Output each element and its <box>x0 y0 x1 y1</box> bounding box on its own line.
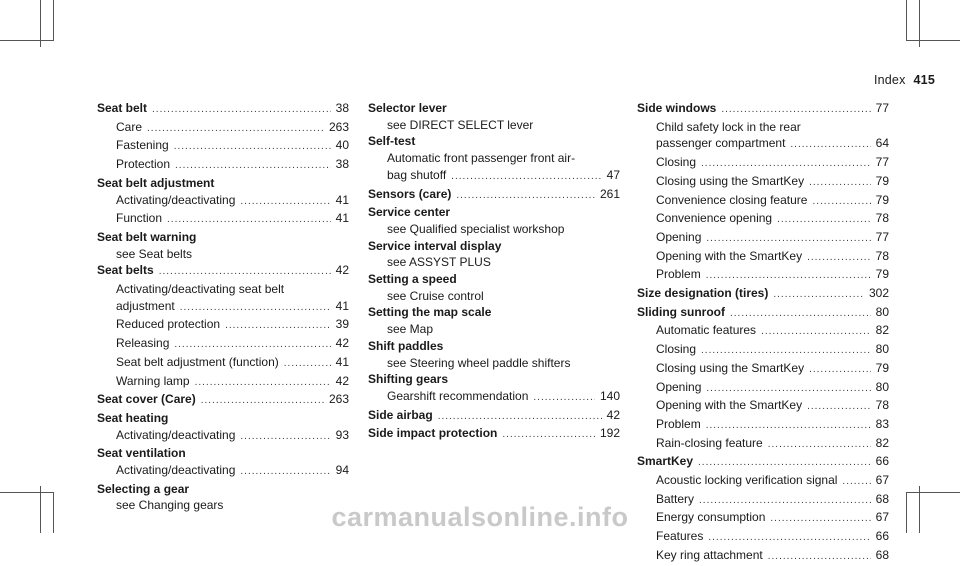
sub-entry-label: Rain-closing feature <box>656 435 763 450</box>
sub-entry-label: Acoustic locking verification signal <box>656 473 838 488</box>
index-entry[interactable] <box>97 100 349 119</box>
see-reference[interactable]: see Cruise control <box>387 288 484 303</box>
sub-entry[interactable] <box>637 154 889 173</box>
leader-dots <box>701 343 871 360</box>
leader-dots <box>147 121 324 138</box>
sub-entry[interactable] <box>637 322 889 341</box>
leader-dots <box>201 393 324 410</box>
see-reference[interactable]: see DIRECT SELECT lever <box>387 117 534 132</box>
index-entry-label: Selecting a gear <box>97 481 190 496</box>
page-ref: 94 <box>335 463 349 478</box>
page-ref: 41 <box>335 298 349 313</box>
index-entry-label: Seat cover (Care) <box>97 392 196 407</box>
index-entry[interactable] <box>637 100 889 119</box>
sub-entry[interactable] <box>97 316 349 335</box>
page-ref: 67 <box>875 473 889 488</box>
index-entry[interactable] <box>637 285 889 304</box>
page-ref: 80 <box>875 379 889 394</box>
sub-entry-label: Problem <box>656 267 701 282</box>
page-ref: 302 <box>868 286 889 301</box>
page-ref: 79 <box>875 192 889 207</box>
leader-dots <box>807 250 871 267</box>
page-ref: 41 <box>335 354 349 369</box>
sub-entry[interactable] <box>637 435 889 454</box>
leader-dots <box>180 300 331 317</box>
leader-dots <box>174 337 330 354</box>
page-ref: 78 <box>875 248 889 263</box>
sub-entry-label: Function <box>116 211 163 226</box>
sub-entry-label: Automatic features <box>656 323 757 338</box>
sub-entry[interactable] <box>368 388 620 407</box>
index-entry-label: Shift paddles <box>368 338 444 353</box>
page-ref: 42 <box>335 263 349 278</box>
leader-dots <box>284 356 331 373</box>
watermark: carmanualsonline.info <box>331 502 629 532</box>
index-entry-label: Side windows <box>637 101 717 115</box>
page-ref: 78 <box>875 398 889 413</box>
leader-dots <box>175 158 331 175</box>
index-entry <box>97 175 349 192</box>
page-ref: 67 <box>875 510 889 525</box>
index-entry <box>368 371 620 388</box>
index-entry <box>97 229 349 246</box>
index-entry <box>368 338 620 355</box>
sub-entry[interactable] <box>637 266 889 285</box>
sub-entry-label: Fastening <box>116 138 169 153</box>
leader-dots <box>706 268 871 285</box>
sub-entry[interactable] <box>637 341 889 360</box>
sub-entry-label: Activating/deactivating <box>116 463 236 478</box>
index-entry <box>368 304 620 321</box>
leader-dots <box>706 418 871 435</box>
index-entry <box>368 133 620 150</box>
page-ref: 38 <box>335 101 349 115</box>
sub-entry-label: Warning lamp <box>116 373 190 388</box>
sub-entry[interactable] <box>97 210 349 229</box>
index-column-3 <box>637 100 889 566</box>
sub-entry-label: Closing using the SmartKey <box>656 360 805 375</box>
sub-entry-label: Opening <box>656 229 702 244</box>
leader-dots <box>777 212 871 229</box>
sub-entry[interactable] <box>637 360 889 379</box>
sub-entry[interactable] <box>97 137 349 156</box>
leader-dots <box>502 427 595 444</box>
sub-entry-label: Reduced protection <box>116 317 221 332</box>
sub-entry-label: Opening <box>656 379 702 394</box>
sub-entry-label: Releasing <box>116 336 170 351</box>
page-ref: 40 <box>335 138 349 153</box>
leader-dots <box>842 474 870 491</box>
sub-entry[interactable] <box>97 298 349 317</box>
crop-mark <box>907 492 960 493</box>
crop-mark <box>0 40 53 41</box>
index-entry-label: Service interval display <box>368 238 502 253</box>
sub-entry-label: Automatic front passenger front air- <box>387 151 576 166</box>
sub-entry-label: Seat belt adjustment (function) <box>116 354 279 369</box>
page-ref: 263 <box>328 392 349 407</box>
page-ref: 261 <box>599 186 620 201</box>
sub-entry[interactable] <box>637 210 889 229</box>
sub-entry-label: Features <box>656 529 704 544</box>
sub-entry-label: Energy consumption <box>656 510 766 525</box>
index-entry <box>368 100 620 117</box>
sub-entry[interactable] <box>637 192 889 211</box>
index-entry[interactable] <box>368 407 620 426</box>
page-ref: 42 <box>335 336 349 351</box>
index-entry <box>368 204 620 221</box>
leader-dots <box>195 375 331 392</box>
index-column-1 <box>97 100 349 514</box>
sub-entry[interactable] <box>97 335 349 354</box>
leader-dots <box>809 362 871 379</box>
sub-entry[interactable] <box>637 416 889 435</box>
index-entry <box>368 238 620 255</box>
page-header <box>874 73 935 87</box>
index-entry[interactable] <box>368 425 620 444</box>
crop-mark <box>0 492 53 493</box>
leader-dots <box>809 175 871 192</box>
crop-mark <box>53 0 54 41</box>
page-ref: 77 <box>875 229 889 244</box>
see-reference[interactable]: see Changing gears <box>116 498 224 513</box>
leader-dots <box>761 324 871 341</box>
index-entry-label: Seat belt warning <box>97 229 197 244</box>
sub-entry[interactable] <box>97 462 349 481</box>
index-entry-label: Side airbag <box>368 407 433 422</box>
leader-dots <box>451 169 601 186</box>
sub-entry[interactable] <box>97 373 349 392</box>
index-entry-label: Seat belt adjustment <box>97 175 215 190</box>
see-reference[interactable]: see ASSYST PLUS <box>387 255 491 270</box>
page-ref: 79 <box>875 173 889 188</box>
page-ref: 66 <box>875 454 889 469</box>
sub-entry[interactable] <box>97 427 349 446</box>
section-title: Index <box>873 73 906 87</box>
leader-dots <box>698 455 871 472</box>
sub-entry[interactable] <box>637 173 889 192</box>
leader-dots <box>706 381 870 398</box>
index-entry <box>97 445 349 462</box>
index-entry-label: SmartKey <box>637 454 694 469</box>
page-ref: 38 <box>335 157 349 172</box>
leader-dots <box>701 156 871 173</box>
sub-entry[interactable] <box>97 119 349 138</box>
index-entry-label: Setting the map scale <box>368 305 492 320</box>
sub-entry[interactable] <box>637 135 889 154</box>
sub-entry[interactable] <box>97 192 349 211</box>
page-ref: 41 <box>335 211 349 226</box>
leader-dots <box>225 318 331 335</box>
index-entry-label: Seat belts <box>97 263 154 278</box>
sub-entry-label: adjustment <box>116 298 175 313</box>
page-ref: 39 <box>335 317 349 332</box>
sub-entry-label: Opening with the SmartKey <box>656 398 803 413</box>
sub-entry-label: Convenience closing feature <box>656 192 808 207</box>
sub-entry[interactable] <box>637 379 889 398</box>
page-ref: 68 <box>875 491 889 506</box>
index-entry-label: Seat belt <box>97 101 148 115</box>
index-entry-label: Selector lever <box>368 101 447 115</box>
sub-entry[interactable] <box>637 397 889 416</box>
sub-entry-label: Closing using the SmartKey <box>656 173 805 188</box>
sub-entry-label: Protection <box>116 157 171 172</box>
leader-dots <box>533 390 595 407</box>
sub-entry-label: Activating/deactivating seat belt <box>116 282 285 297</box>
crop-mark <box>906 0 907 41</box>
sub-entry[interactable] <box>97 156 349 175</box>
leader-dots <box>159 264 331 281</box>
page-ref: 80 <box>875 304 889 319</box>
leader-dots <box>706 231 870 248</box>
index-entry[interactable] <box>637 453 889 472</box>
page-ref: 42 <box>335 373 349 388</box>
index-entry[interactable] <box>97 262 349 281</box>
index-entry-label: Size designation (tires) <box>637 286 769 301</box>
index-entry-label: Seat ventilation <box>97 446 186 461</box>
index-entry-label: Seat heating <box>97 410 169 425</box>
sub-entry-label: Child safety lock in the rear <box>656 119 801 134</box>
page-ref: 41 <box>335 192 349 207</box>
page-ref: 80 <box>875 342 889 357</box>
sub-entry[interactable] <box>97 354 349 373</box>
index-entry-label: Sensors (care) <box>368 186 452 201</box>
page-ref: 93 <box>335 427 349 442</box>
page-ref: 47 <box>606 167 620 182</box>
leader-dots <box>768 437 871 454</box>
leader-dots <box>721 102 870 119</box>
sub-entry-label: Opening with the SmartKey <box>656 248 803 263</box>
see-reference[interactable]: see Seat belts <box>116 246 193 261</box>
leader-dots <box>730 306 871 323</box>
leader-dots <box>240 464 330 481</box>
index-entry[interactable] <box>637 304 889 323</box>
index-entry <box>368 271 620 288</box>
leader-dots <box>456 188 595 205</box>
see-reference[interactable]: see Steering wheel paddle shifters <box>387 355 571 370</box>
page-ref: 77 <box>875 101 889 115</box>
page-ref: 140 <box>599 388 620 403</box>
index-entry-label: Side impact protection <box>368 426 498 441</box>
page-ref: 78 <box>875 211 889 226</box>
sub-entry-label: Closing <box>656 155 697 170</box>
page-ref: 82 <box>875 435 889 450</box>
index-entry-label: Self-test <box>368 134 416 149</box>
leader-dots <box>807 399 871 416</box>
index-entry[interactable] <box>97 391 349 410</box>
sub-entry-label: Care <box>116 119 143 134</box>
crop-mark <box>907 40 960 41</box>
sub-entry-label: Convenience opening <box>656 211 773 226</box>
sub-entry[interactable] <box>637 472 889 491</box>
sub-entry[interactable] <box>368 167 620 186</box>
index-entry-label: Service center <box>368 205 451 220</box>
page-ref: 66 <box>875 529 889 544</box>
sub-entry-label: Gearshift recommendation <box>387 388 529 403</box>
index-entry[interactable] <box>368 186 620 205</box>
index-entry <box>97 410 349 427</box>
leader-dots <box>240 429 330 446</box>
leader-dots <box>768 549 871 566</box>
leader-dots <box>174 139 331 156</box>
sub-entry-label: Battery <box>656 491 695 506</box>
leader-dots <box>152 102 331 119</box>
page-ref: 79 <box>875 267 889 282</box>
page-ref: 68 <box>875 547 889 562</box>
leader-dots <box>167 212 331 229</box>
page-ref: 64 <box>875 136 889 151</box>
sub-entry-label: passenger compartment <box>656 136 786 151</box>
page-ref: 79 <box>875 360 889 375</box>
sub-entry-label: Key ring attachment <box>656 547 763 562</box>
sub-entry[interactable] <box>637 229 889 248</box>
index-entry <box>97 481 349 498</box>
index-column-2 <box>368 100 620 444</box>
sub-entry[interactable] <box>637 547 889 566</box>
page-ref: 83 <box>875 416 889 431</box>
index-entry-label: Sliding sunroof <box>637 304 725 319</box>
leader-dots <box>773 287 864 304</box>
leader-dots <box>812 194 870 211</box>
sub-entry-label: Activating/deactivating <box>116 427 236 442</box>
leader-dots <box>438 409 602 426</box>
sub-entry-label: Problem <box>656 416 701 431</box>
leader-dots <box>790 137 870 154</box>
page-ref: 42 <box>606 407 620 422</box>
page-ref: 77 <box>875 155 889 170</box>
sub-entry[interactable] <box>637 248 889 267</box>
sub-entry-label: bag shutoff <box>387 167 447 182</box>
see-reference[interactable]: see Map <box>387 322 434 337</box>
see-reference[interactable]: see Qualified specialist workshop <box>387 221 565 236</box>
index-entry-label: Shifting gears <box>368 372 449 387</box>
index-entry-label: Setting a speed <box>368 272 457 287</box>
sub-entry-label: Activating/deactivating <box>116 192 236 207</box>
leader-dots <box>240 194 330 211</box>
page-ref: 192 <box>599 426 620 441</box>
page-number: 415 <box>913 73 935 87</box>
sub-entry-label: Closing <box>656 342 697 357</box>
page-ref: 263 <box>328 119 349 134</box>
page-ref: 82 <box>875 323 889 338</box>
